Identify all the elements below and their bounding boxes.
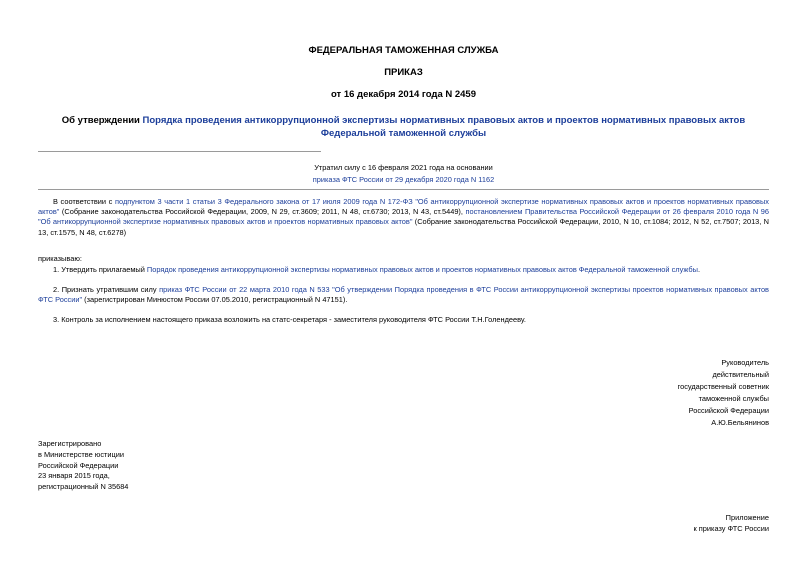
procedure-link[interactable]: Порядок проведения антикоррупционной экспертизы нормативных правовых актов и проектов нормативных правовых актов Федеральной таможенной службы — [146, 265, 698, 274]
order-item-2 — [38, 285, 769, 305]
repealed-order-link[interactable]: приказ ФТС России от 22 марта 2010 года N 533 "Об утверждении Порядка проведения в ФТС России антикоррупционной экспертизы проектов нормативных правовых актов ФТС России" — [38, 285, 769, 305]
order-word: приказываю: — [38, 254, 82, 263]
signature-line: А.Ю.Бельянинов — [711, 418, 769, 427]
status-note-line1: Утратил силу с 16 февраля 2021 года на основании — [314, 163, 493, 172]
registration-line: Российской Федерации — [38, 460, 119, 470]
signature-line: Российской Федерации — [688, 406, 769, 415]
registration-line: 23 января 2015 года, — [38, 471, 110, 481]
title-separator — [38, 151, 321, 152]
document-type: ПРИКАЗ — [384, 67, 423, 78]
status-separator — [38, 189, 769, 190]
appendix-line: к приказу ФТС России — [693, 523, 769, 533]
preamble-text-2: (Собрание законодательства Российской Федерации, 2009, N 29, ст.3609; 2011, N 48, ст.6730; 2013, N 43, ст.5449), — [59, 207, 466, 217]
document-title — [40, 114, 767, 140]
title-prefix: Об утверждении — [61, 115, 143, 126]
order-item-3: 3. Контроль за исполнением настоящего приказа возложить на статс-секретаря - заместителя руководителя ФТС России Т.Н.Голендееву. — [53, 315, 526, 324]
document-date: от 16 декабря 2014 года N 2459 — [330, 89, 476, 100]
preamble-text-1: В соответствии с — [53, 197, 115, 206]
federal-law-link[interactable]: подпунктом 3 части 1 статьи 3 Федерального закона от 17 июля 2009 года N 172-ФЗ "Об антикоррупционной экспертизе нормативных правовых актов и проектов нормативных правовых актов" — [38, 197, 769, 217]
item2-end: (зарегистрирован Минюстом России 07.05.2010, регистрационный N 47151). — [82, 295, 348, 305]
signature-line: Руководитель — [721, 358, 769, 367]
appendix-block — [509, 513, 769, 535]
preamble-paragraph — [38, 197, 769, 238]
status-note-link[interactable]: приказа ФТС России от 29 декабря 2020 года N 1162 — [312, 175, 495, 184]
registration-line: в Министерстве юстиции — [38, 449, 125, 459]
registration-block — [38, 439, 298, 493]
registration-line: Зарегистрировано — [38, 439, 102, 448]
agency-name: ФЕДЕРАЛЬНАЯ ТАМОЖЕННАЯ СЛУЖБА — [308, 45, 499, 56]
signature-line: действительный — [712, 370, 769, 379]
preamble-text-3: (Собрание законодательства Российской Федерации, 2010, N 10, ст.1084; 2012, N 52, ст.7507; 2013, N 13, ст.1575, N 48, ст.6278) — [38, 217, 769, 237]
signature-block — [509, 357, 769, 429]
appendix-line: Приложение — [725, 513, 769, 522]
government-decree-link[interactable]: постановлением Правительства Российской Федерации от 26 февраля 2010 года N 96 "Об антикоррупционной экспертизе нормативных правовых актов и проектов нормативных правовых актов" — [38, 207, 770, 227]
order-item-1 — [38, 265, 769, 275]
title-link[interactable]: Порядка проведения антикоррупционной экспертизы нормативных правовых актов и проектов нормативных правовых актов Федеральной таможенной службы — [142, 115, 746, 139]
registration-line: регистрационный N 35684 — [38, 482, 129, 492]
item1-end: . — [697, 265, 700, 274]
signature-line: таможенной службы — [698, 394, 769, 403]
item2-text: 2. Признать утратившим силу — [53, 285, 160, 294]
item1-text: 1. Утвердить прилагаемый — [53, 265, 147, 274]
signature-line: государственный советник — [677, 382, 769, 391]
